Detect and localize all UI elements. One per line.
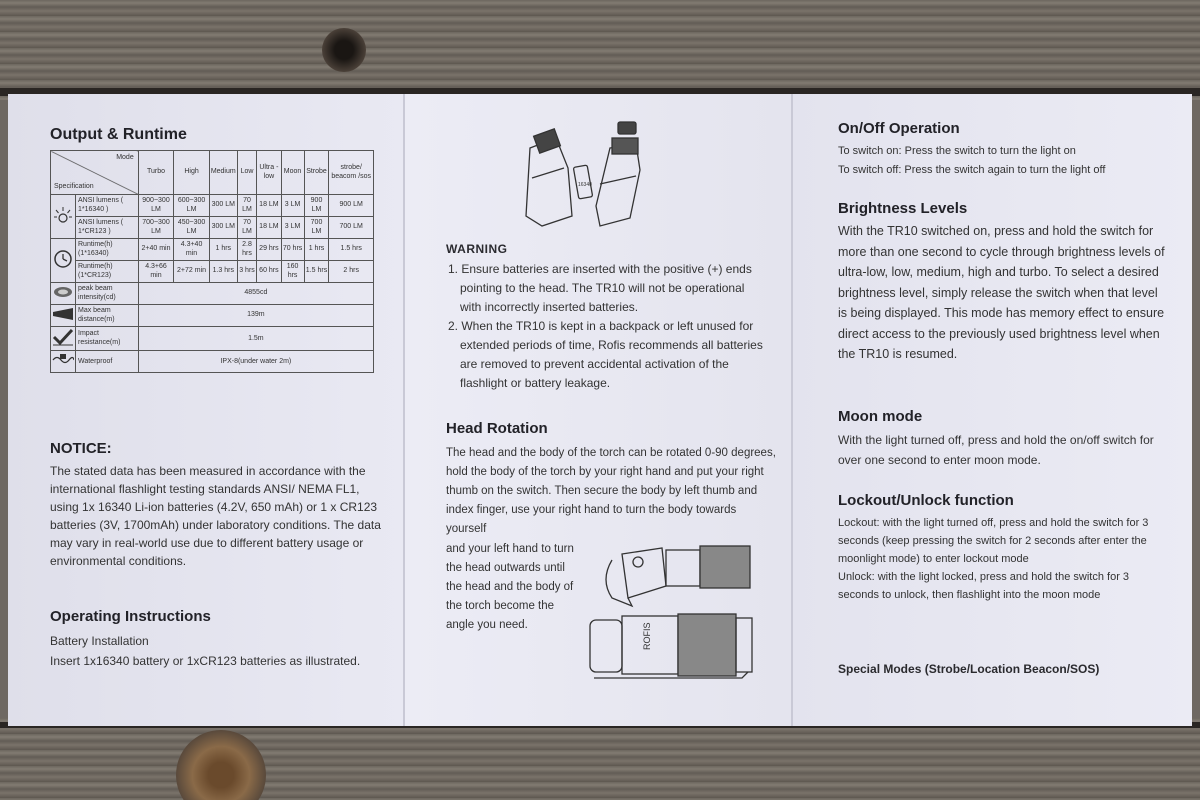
table-row bbox=[51, 217, 374, 239]
list-item: 1. Ensure batteries are inserted with the positive (+) ends pointing to the head. The TR10 will not be operational with incorrectly inserted batteries. bbox=[448, 262, 752, 314]
row-label: ANSI lumens ( 1*16340 ) bbox=[76, 195, 139, 217]
table-cell: 1.5m bbox=[138, 327, 373, 351]
battery-installation-illustration bbox=[512, 118, 652, 236]
table-cell: 700 LM bbox=[304, 217, 329, 239]
table-cell: 4855cd bbox=[138, 283, 373, 305]
table-cell: 2+40 min bbox=[138, 239, 174, 261]
table-cell: 900~300 LM bbox=[138, 195, 174, 217]
wood-background-top bbox=[0, 0, 1200, 100]
manual-panel-right bbox=[792, 94, 1192, 726]
mode-header: strobe/ beacom /sos bbox=[329, 151, 374, 195]
row-label: peak beam intensity(cd) bbox=[76, 283, 139, 305]
table-corner-cell bbox=[51, 151, 139, 195]
panel-fold bbox=[403, 94, 405, 726]
table-cell: 18 LM bbox=[257, 217, 281, 239]
table-row bbox=[51, 239, 374, 261]
notice-text: The stated data has been measured in accordance with the international flashlight testing standards ANSI/ NEMA FL1, using 1x 16340 Li-ion batteries (4.2V, 650 mAh) or 1 x CR123 batteries (3V, 1700mAh) under laboratory conditions. The data may vary in real-world use due to different battery usage or environmental conditions. bbox=[50, 464, 381, 568]
moon-mode-text: With the light turned off, press and hold the on/off switch for over one second to enter moon mode. bbox=[838, 433, 1154, 467]
table-cell: 2+72 min bbox=[174, 261, 210, 283]
table-cell: 300 LM bbox=[209, 217, 237, 239]
table-cell: 70 LM bbox=[237, 195, 257, 217]
notice-title: NOTICE: bbox=[50, 440, 112, 457]
beam-distance-icon bbox=[51, 305, 76, 327]
table-cell: 1.5 hrs bbox=[329, 239, 374, 261]
table-row bbox=[51, 327, 374, 351]
table-cell: 700~300 LM bbox=[138, 217, 174, 239]
row-label: Waterproof bbox=[76, 351, 139, 373]
table-cell: 160 hrs bbox=[281, 261, 304, 283]
table-cell: 900 LM bbox=[329, 195, 374, 217]
waterproof-icon bbox=[51, 351, 76, 373]
mode-header: Turbo bbox=[138, 151, 174, 195]
head-rotation-text-continued: and your left hand to turn the head outwards until the head and the body of the torch become the angle you need. bbox=[446, 543, 574, 631]
beam-intensity-icon bbox=[51, 283, 76, 305]
output-runtime-table bbox=[50, 150, 374, 373]
manual-panel-middle bbox=[404, 94, 792, 726]
unlock-text: Unlock: with the light locked, press and hold the switch for 3 seconds to unlock, then flashlight into the moon mode bbox=[838, 571, 1130, 601]
lockout-text: Lockout: with the light turned off, press and hold the switch for 3 seconds (keep pressing the switch for 2 seconds after enter the moonlight mode) to enter lockout mode bbox=[838, 517, 1149, 565]
table-row bbox=[51, 261, 374, 283]
mode-header: Ultra -low bbox=[257, 151, 281, 195]
mode-header: Medium bbox=[209, 151, 237, 195]
mode-header: Low bbox=[237, 151, 257, 195]
table-cell: 700 LM bbox=[329, 217, 374, 239]
table-row bbox=[51, 195, 374, 217]
switch-off-line: To switch off: Press the switch again to turn the light off bbox=[838, 164, 1106, 176]
table-cell: 4.3+66 min bbox=[138, 261, 174, 283]
table-header-row bbox=[51, 151, 374, 195]
table-cell: 4.3+40 min bbox=[174, 239, 210, 261]
on-off-operation-title: On/Off Operation bbox=[838, 120, 960, 137]
moon-mode-title: Moon mode bbox=[838, 408, 923, 425]
warning-list bbox=[446, 260, 768, 393]
row-label: ANSI lumens ( 1*CR123 ) bbox=[76, 217, 139, 239]
head-rotation-text: The head and the body of the torch can be rotated 0-90 degrees, hold the body of the torch by your right hand and put your right thumb on the switch. Then secure the body by left thumb and index finger, use your right hand to turn the body towards yourself bbox=[446, 447, 776, 535]
table-row bbox=[51, 283, 374, 305]
table-cell: 300 LM bbox=[209, 195, 237, 217]
operating-instructions-title: Operating Instructions bbox=[50, 608, 211, 625]
svg-text:16340: 16340 bbox=[578, 182, 592, 188]
mode-label: Mode bbox=[116, 154, 134, 161]
lumens-icon bbox=[51, 195, 76, 239]
table-cell: 1 hrs bbox=[209, 239, 237, 261]
battery-installation-subtitle: Battery Installation bbox=[50, 634, 149, 648]
special-modes-title: Special Modes (Strobe/Location Beacon/SOS) bbox=[838, 662, 1100, 676]
row-label: Runtime(h) (1*16340) bbox=[76, 239, 139, 261]
table-cell: 1.3 hrs bbox=[209, 261, 237, 283]
specification-label: Specification bbox=[54, 182, 94, 190]
output-runtime-title: Output & Runtime bbox=[50, 126, 187, 143]
table-cell: 3 hrs bbox=[237, 261, 257, 283]
table-cell: IPX-8(under water 2m) bbox=[138, 351, 373, 373]
row-label: Max beam distance(m) bbox=[76, 305, 139, 327]
head-rotation-illustration bbox=[582, 540, 768, 684]
brand-logo: ROFIS bbox=[642, 622, 652, 650]
mode-header: High bbox=[174, 151, 210, 195]
table-cell: 60 hrs bbox=[257, 261, 281, 283]
panel-fold bbox=[791, 94, 793, 726]
table-cell: 450~300 LM bbox=[174, 217, 210, 239]
battery-installation-text: Insert 1x16340 battery or 1xCR123 batteries as illustrated. bbox=[50, 654, 361, 668]
head-rotation-title: Head Rotation bbox=[446, 420, 548, 437]
table-cell: 70 LM bbox=[237, 217, 257, 239]
table-cell: 3 LM bbox=[281, 217, 304, 239]
table-row bbox=[51, 305, 374, 327]
brightness-levels-text: With the TR10 switched on, press and hold the switch for more than one second to cycle through brightness levels of ultra-low, low, medium, high and turbo. To select a desired brightness level, simply release the switch when that level is being displayed. This mode has memory effect to ensure direct access to the previously used brightness level when the TR10 is resumed. bbox=[838, 224, 1165, 361]
table-cell: 70 hrs bbox=[281, 239, 304, 261]
warning-title: WARNING bbox=[446, 242, 508, 256]
table-cell: 600~300 LM bbox=[174, 195, 210, 217]
row-label: Runtime(h) (1*CR123) bbox=[76, 261, 139, 283]
brightness-levels-title: Brightness Levels bbox=[838, 200, 968, 217]
table-cell: 2 hrs bbox=[329, 261, 374, 283]
list-item: 2. When the TR10 is kept in a backpack or left unused for extended periods of time, Rofis recommends all batteries are removed to prevent accidental activation of the flashlight or battery leakage. bbox=[448, 319, 763, 390]
impact-resistance-icon bbox=[51, 327, 76, 351]
clock-icon bbox=[51, 239, 76, 283]
lockout-unlock-title: Lockout/Unlock function bbox=[838, 492, 1014, 509]
table-cell: 900 LM bbox=[304, 195, 329, 217]
wood-knot bbox=[322, 28, 366, 72]
lockout-unlock-text bbox=[838, 514, 1170, 604]
row-label: Impact resistance(m) bbox=[76, 327, 139, 351]
table-cell: 139m bbox=[138, 305, 373, 327]
table-cell: 3 LM bbox=[281, 195, 304, 217]
table-cell: 1.5 hrs bbox=[304, 261, 329, 283]
on-off-operation-text bbox=[838, 142, 1178, 180]
manual-panel-left bbox=[8, 94, 404, 726]
mode-header: Strobe bbox=[304, 151, 329, 195]
mode-header: Moon bbox=[281, 151, 304, 195]
switch-on-line: To switch on: Press the switch to turn the light on bbox=[838, 145, 1076, 157]
table-cell: 29 hrs bbox=[257, 239, 281, 261]
table-cell: 18 LM bbox=[257, 195, 281, 217]
table-cell: 1 hrs bbox=[304, 239, 329, 261]
table-row bbox=[51, 351, 374, 373]
table-cell: 2.8 hrs bbox=[237, 239, 257, 261]
